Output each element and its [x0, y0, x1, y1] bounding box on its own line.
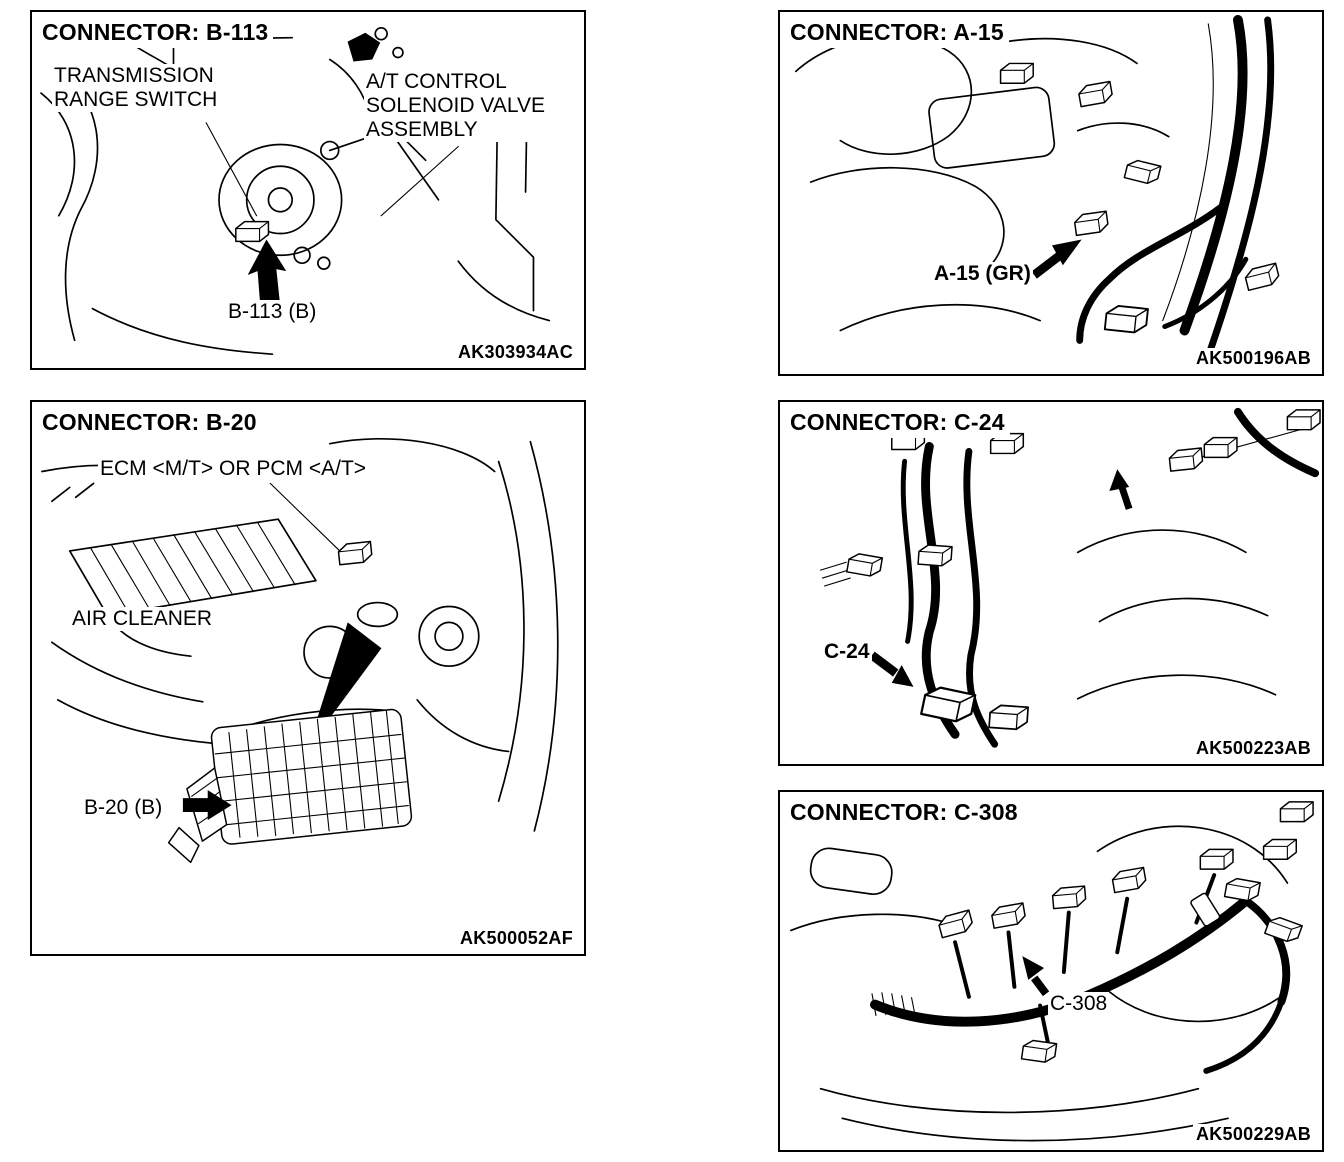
a15-line-art — [780, 12, 1322, 374]
label-ecm-pcm: ECM <M/T> OR PCM <A/T> — [100, 457, 367, 480]
c308-line-art — [780, 792, 1322, 1150]
label-air-cleaner: AIR CLEANER — [72, 607, 213, 630]
label-at-control-solenoid: A/T CONTROL SOLENOID VALVE ASSEMBLY — [364, 70, 552, 142]
label-a15-callout: A-15 (GR) — [934, 262, 1031, 285]
a15-callout-arrow — [1034, 239, 1081, 275]
b20-ecm-connector — [338, 542, 373, 565]
panel-c308 — [778, 790, 1324, 1152]
label-c24-callout: C-24 — [824, 640, 870, 663]
figure-code: AK500223AB — [1193, 738, 1314, 759]
label-transmission-range-switch: TRANSMISSION RANGE SWITCH — [52, 64, 264, 112]
leader-range-switch — [206, 123, 256, 216]
panel-b113 — [30, 10, 586, 370]
label-c308-callout: C-308 — [1050, 992, 1108, 1015]
label-b20-callout: B-20 (B) — [84, 796, 163, 819]
figure-code: AK303934AC — [455, 342, 576, 363]
b20-line-art — [32, 402, 584, 954]
label-b113-callout: B-113 (B) — [228, 300, 317, 323]
panel-title: CONNECTOR: C-308 — [790, 799, 1023, 828]
panel-title: CONNECTOR: C-24 — [790, 409, 1010, 438]
figure-code: AK500229AB — [1193, 1124, 1314, 1145]
panel-c24 — [778, 400, 1324, 766]
c308-callout-arrow — [1022, 956, 1046, 994]
panel-title: CONNECTOR: B-113 — [42, 19, 273, 48]
c24-secondary-arrow — [1109, 469, 1129, 509]
panel-title: CONNECTOR: A-15 — [790, 19, 1009, 48]
c24-line-art — [780, 402, 1322, 764]
panel-a15 — [778, 10, 1324, 376]
b20-connector-detail — [157, 703, 414, 865]
leader-ecm — [270, 483, 339, 551]
panel-title: CONNECTOR: B-20 — [42, 409, 262, 438]
leader-solenoid — [381, 146, 458, 215]
c24-callout-arrow — [872, 655, 914, 687]
b113-connector — [236, 222, 269, 242]
figure-code: AK500052AF — [457, 928, 576, 949]
panel-b20 — [30, 400, 586, 956]
figure-code: AK500196AB — [1193, 348, 1314, 369]
a15-connector — [1074, 211, 1109, 235]
c308-connector — [1022, 1039, 1057, 1063]
